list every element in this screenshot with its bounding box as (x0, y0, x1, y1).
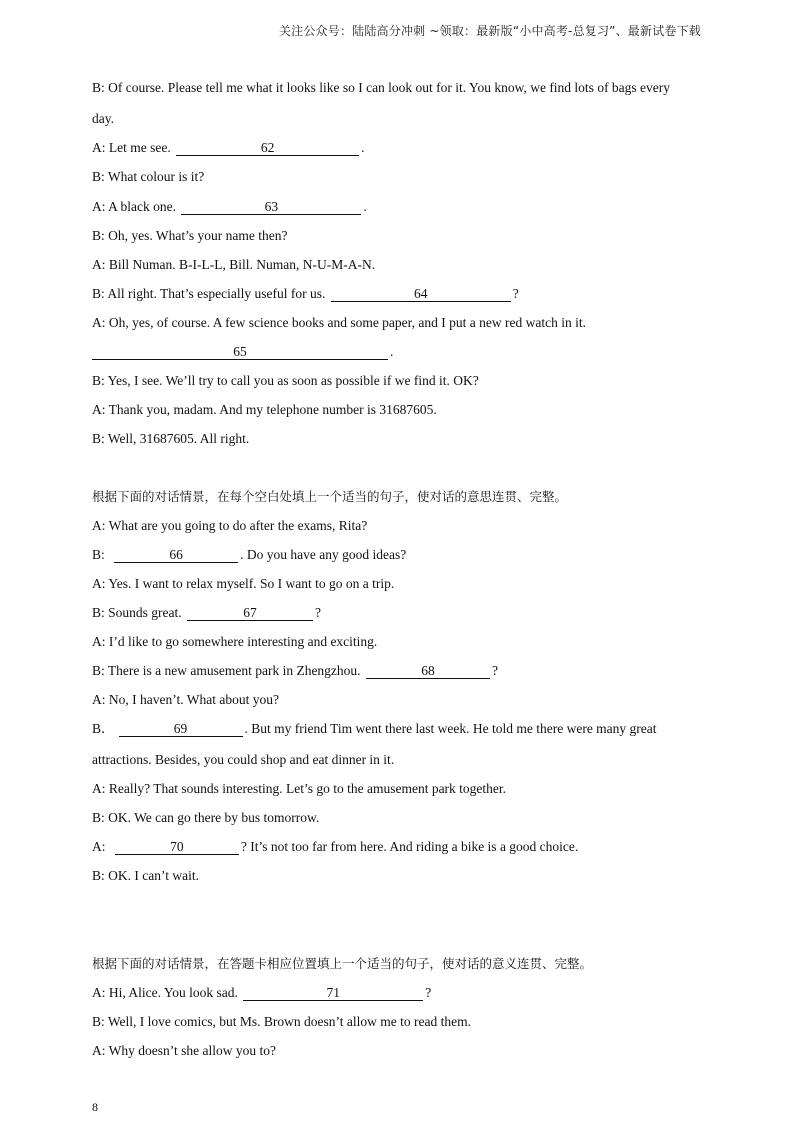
line-text: B: Sounds great. (92, 605, 185, 620)
line-text: B． (92, 721, 115, 736)
dialogue-line (92, 985, 431, 1001)
dialogue-line: B: Of course. Please tell me what it looks like so I can look out for it. You know, we find lots of bags every (92, 80, 671, 95)
dialogue-line: B: Well, 31687605. All right. (92, 431, 250, 446)
dialogue-line (92, 286, 519, 302)
dialogue-line (92, 344, 393, 360)
line-text: . Do you have any good ideas? (240, 547, 407, 562)
dialogue-line (92, 663, 498, 679)
line-text: B: There is a new amusement park in Zhengzhou. (92, 663, 364, 678)
dialogue-line: B: What colour is it? (92, 169, 205, 184)
line-text: . (363, 199, 367, 214)
line-text: . (390, 344, 394, 359)
answer-blank[interactable]: 64 (331, 287, 511, 302)
dialogue-line: B: Oh, yes. What’s your name then? (92, 228, 288, 243)
dialogue-line: A: No, I haven’t. What about you? (92, 692, 279, 707)
answer-blank[interactable]: 68 (366, 664, 490, 679)
dialogue-line: day. (92, 111, 114, 126)
dialogue-line: A: Really? That sounds interesting. Let’s go to the amusement park together. (92, 781, 507, 796)
dialogue-line (92, 140, 364, 156)
dialogue-line (92, 605, 321, 621)
answer-blank[interactable]: 66 (114, 548, 238, 563)
page-header: 关注公众号：陆陆高分冲刺 ~领取：最新版“小中高考-总复习”、最新试卷下载 (278, 24, 701, 38)
dialogue-line: A: Yes. I want to relax myself. So I want to go on a trip. (92, 576, 395, 591)
answer-blank[interactable]: 63 (181, 200, 361, 215)
dialogue-line: B: OK. We can go there by bus tomorrow. (92, 810, 320, 825)
answer-blank[interactable]: 69 (119, 722, 243, 737)
dialogue-line (92, 547, 406, 563)
dialogue-line: A: What are you going to do after the exams, Rita? (92, 518, 368, 533)
dialogue-line: B: Yes, I see. We’ll try to call you as soon as possible if we find it. OK? (92, 373, 479, 388)
line-text: B: (92, 547, 109, 562)
line-text: A: Let me see. (92, 140, 175, 155)
line-text: ? (425, 985, 432, 1000)
dialogue-line: A: Thank you, madam. And my telephone number is 31687605. (92, 402, 437, 417)
line-text: ? It’s not too far from here. And riding a bike is a good choice. (240, 839, 579, 854)
section-instruction: 根据下面的对话情景，在答题卡相应位置填上一个适当的句子，使对话的意义连贯、完整。 (92, 956, 593, 971)
dialogue-line: attractions. Besides, you could shop and eat dinner in it. (92, 752, 395, 767)
answer-blank[interactable]: 70 (115, 840, 239, 855)
line-text: . But my friend Tim went there last week. He told me there were many great (244, 721, 657, 736)
line-text: A: A black one. (92, 199, 180, 214)
dialogue-line: A: Oh, yes, of course. A few science books and some paper, and I put a new red watch in it. (92, 315, 586, 330)
dialogue-line: A: Why doesn’t she allow you to? (92, 1043, 276, 1058)
section-instruction: 根据下面的对话情景，在每个空白处填上一个适当的句子，使对话的意思连贯、完整。 (92, 489, 568, 504)
line-text: A: (92, 839, 109, 854)
line-text: . (361, 140, 365, 155)
answer-blank[interactable]: 62 (176, 141, 359, 156)
line-text: B: All right. That’s especially useful for us. (92, 286, 329, 301)
line-text: ? (512, 286, 519, 301)
page-number: 8 (92, 1100, 98, 1114)
line-text: ? (491, 663, 498, 678)
answer-blank[interactable]: 67 (187, 606, 313, 621)
dialogue-line: A: Bill Numan. B-I-L-L, Bill. Numan, N-U-M-A-N. (92, 257, 376, 272)
answer-blank[interactable]: 71 (243, 986, 423, 1001)
line-text: A: Hi, Alice. You look sad. (92, 985, 242, 1000)
dialogue-line: B: Well, I love comics, but Ms. Brown doesn’t allow me to read them. (92, 1014, 471, 1029)
dialogue-line: B: OK. I can’t wait. (92, 868, 199, 883)
line-text: ? (315, 605, 321, 620)
dialogue-line (92, 839, 578, 855)
dialogue-line (92, 199, 367, 215)
dialogue-line: A: I’d like to go somewhere interesting and exciting. (92, 634, 378, 649)
dialogue-line (92, 721, 657, 737)
answer-blank[interactable]: 65 (92, 345, 388, 360)
